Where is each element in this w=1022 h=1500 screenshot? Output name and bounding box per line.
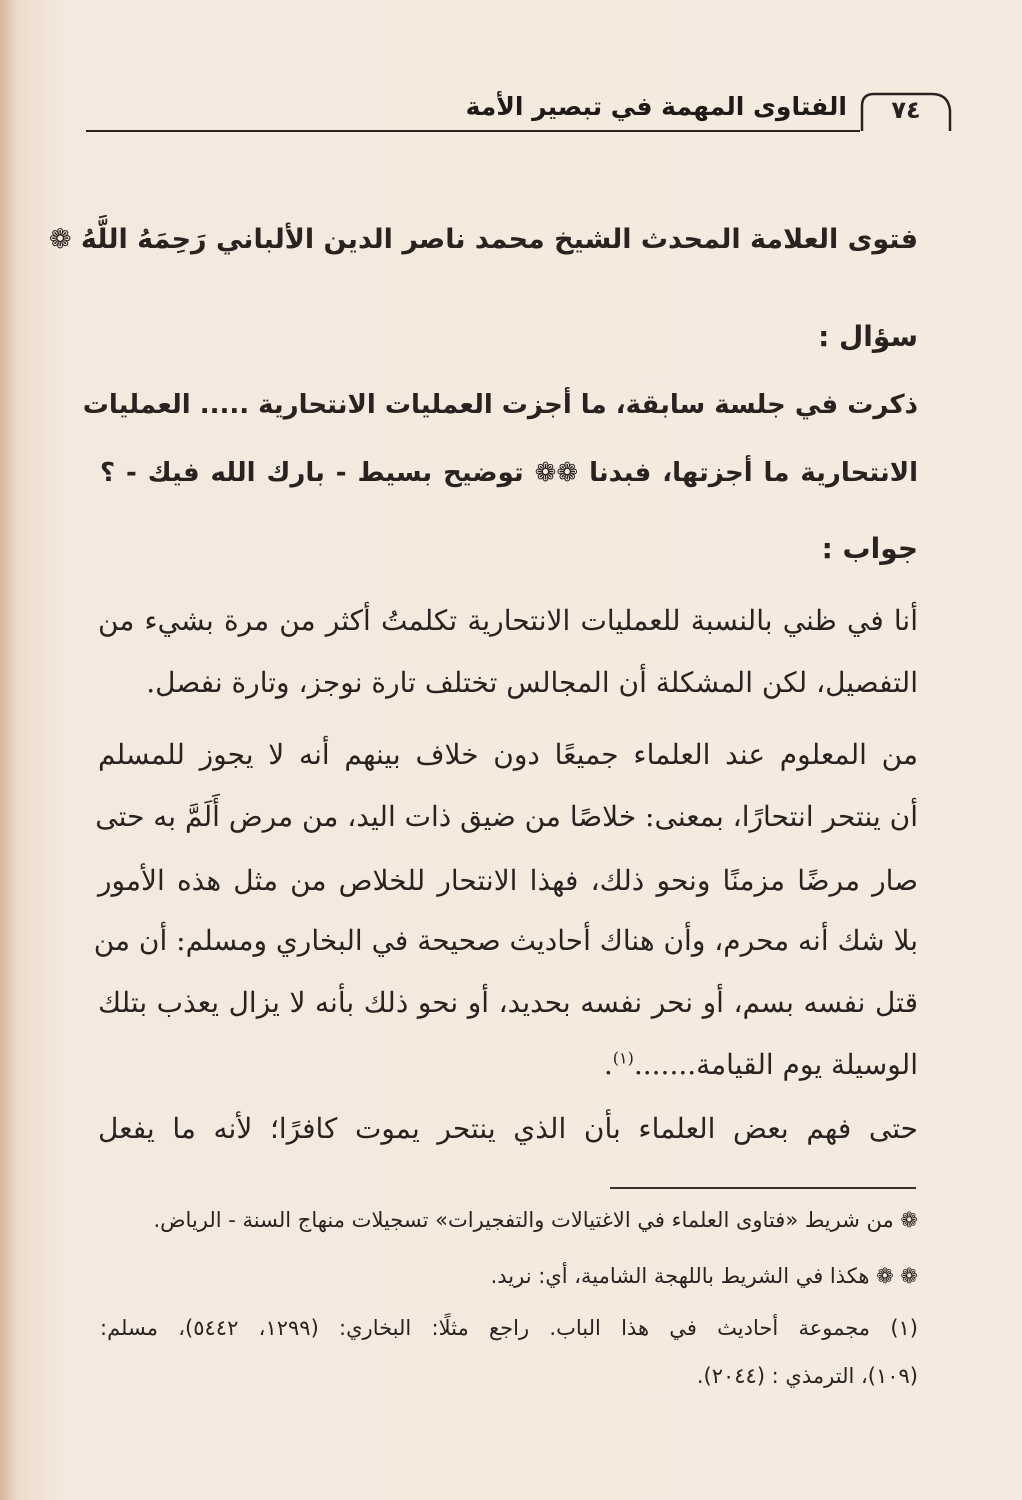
book-title: الفتاوى المهمة في تبصير الأمة — [465, 92, 847, 121]
answer-line-7: قتل نفسه بسم، أو نحر نفسه بحديد، أو نحو ذلك بأنه لا يزال يعذب بتلك — [98, 986, 918, 1019]
footnote-reference: (١) — [612, 1048, 634, 1068]
answer-label: جواب : — [821, 532, 918, 565]
answer-line-8: الوسيلة يوم القيامة.......$^{(١)}$. — [603, 1048, 918, 1081]
answer-line-6: بلا شك أنه محرم، وأن هناك أحاديث صحيحة في البخاري ومسلم: أن من — [93, 924, 918, 957]
page-number: ٧٤ — [891, 96, 921, 124]
footnote-1: ❁ من شريط «فتاوى العلماء في الاغتيالات والتفجيرات» تسجيلات منهاج السنة - الرياض. — [153, 1208, 918, 1232]
answer-line-2: التفصيل، لكن المشكلة أن المجالس تختلف تارة نوجز، وتارة نفصل. — [146, 666, 918, 699]
footnote-2: ❁ ❁ هكذا في الشريط باللهجة الشامية، أي: نريد. — [490, 1264, 918, 1288]
question-line-2: الانتحارية ما أجزتها، فبدنا ❁❁ توضيح بسيط - بارك الله فيك - ؟ — [100, 458, 918, 488]
question-label: سؤال : — [818, 320, 918, 353]
answer-line-5: صار مرضًا مزمنًا ونحو ذلك، فهذا الانتحار للخلاص من مثل هذه الأمور — [98, 864, 918, 897]
footnote-3-line-1: (١) مجموعة أحاديث في هذا الباب. راجع مثلًا: البخاري: (١٢٩٩، ٥٤٤٢)، مسلم: — [100, 1316, 918, 1340]
footnote-separator — [610, 1187, 916, 1189]
answer-line-1: أنا في ظني بالنسبة للعمليات الانتحارية تكلمتُ أكثر من مرة بشيء من — [98, 604, 918, 637]
question-line-1: ذكرت في جلسة سابقة، ما أجزت العمليات الانتحارية ..... العمليات — [82, 390, 918, 420]
fatwa-title: فتوى العلامة المحدث الشيخ محمد ناصر الدين الألباني رَحِمَهُ اللَّهُ ❁ — [48, 224, 918, 255]
running-header — [86, 92, 952, 132]
answer-line-3: من المعلوم عند العلماء جميعًا دون خلاف بينهم أنه لا يجوز للمسلم — [98, 738, 918, 771]
answer-line-9: حتى فهم بعض العلماء بأن الذي ينتحر يموت كافرًا؛ لأنه ما يفعل — [98, 1112, 918, 1145]
answer-line-4: أن ينتحر انتحارًا، بمعنى: خلاصًا من ضيق ذات اليد، من مرض أَلَمَّ به حتى — [95, 800, 918, 833]
answer-line-8-text: الوسيلة يوم القيامة....... — [633, 1048, 918, 1081]
page-number-frame — [860, 92, 952, 132]
footnote-3-line-2: (١٠٩)، الترمذي : (٢٠٤٤). — [696, 1364, 918, 1388]
header-rule — [86, 130, 860, 132]
